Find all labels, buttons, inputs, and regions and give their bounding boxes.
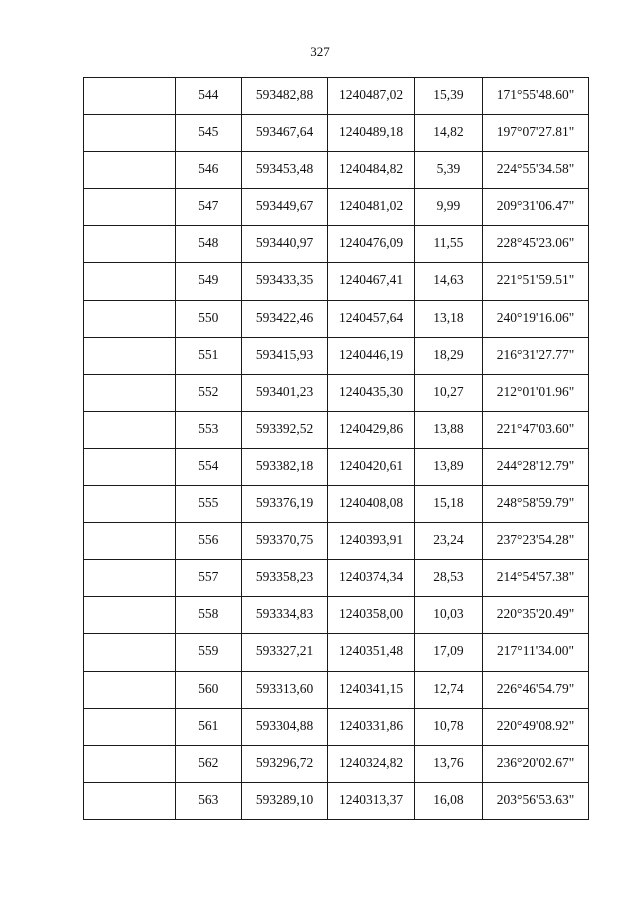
y-coordinate-cell: 1240313,37 [328,782,415,819]
bearing-angle-cell: 228°45'23.06" [483,226,589,263]
x-coordinate-cell: 593440,97 [241,226,328,263]
table-row [84,374,589,411]
point-number-cell: 554 [175,448,241,485]
row-label-cell [84,300,176,337]
point-number-cell: 550 [175,300,241,337]
row-label-cell [84,152,176,189]
row-label-cell [84,523,176,560]
point-number-cell: 557 [175,560,241,597]
segment-length-cell: 12,74 [414,671,482,708]
row-label-cell [84,189,176,226]
y-coordinate-cell: 1240476,09 [328,226,415,263]
table-row [84,263,589,300]
table-row [84,782,589,819]
y-coordinate-cell: 1240393,91 [328,523,415,560]
x-coordinate-cell: 593382,18 [241,448,328,485]
segment-length-cell: 5,39 [414,152,482,189]
page-number: 327 [310,44,330,59]
segment-length-cell: 11,55 [414,226,482,263]
table-row [84,152,589,189]
table-row [84,523,589,560]
bearing-angle-cell: 209°31'06.47" [483,189,589,226]
segment-length-cell: 10,78 [414,708,482,745]
bearing-angle-cell: 248°58'59.79" [483,486,589,523]
row-label-cell [84,411,176,448]
point-number-cell: 548 [175,226,241,263]
x-coordinate-cell: 593327,21 [241,634,328,671]
point-number-cell: 558 [175,597,241,634]
table-row [84,708,589,745]
row-label-cell [84,448,176,485]
y-coordinate-cell: 1240457,64 [328,300,415,337]
segment-length-cell: 18,29 [414,337,482,374]
bearing-angle-cell: 220°35'20.49" [483,597,589,634]
point-number-cell: 562 [175,745,241,782]
row-label-cell [84,115,176,152]
row-label-cell [84,597,176,634]
segment-length-cell: 10,03 [414,597,482,634]
segment-length-cell: 13,89 [414,448,482,485]
bearing-angle-cell: 221°47'03.60" [483,411,589,448]
bearing-angle-cell: 244°28'12.79" [483,448,589,485]
y-coordinate-cell: 1240484,82 [328,152,415,189]
bearing-angle-cell: 224°55'34.58" [483,152,589,189]
table-row [84,115,589,152]
coordinates-table [83,77,589,820]
segment-length-cell: 23,24 [414,523,482,560]
row-label-cell [84,337,176,374]
segment-length-cell: 15,18 [414,486,482,523]
x-coordinate-cell: 593422,46 [241,300,328,337]
x-coordinate-cell: 593453,48 [241,152,328,189]
point-number-cell: 545 [175,115,241,152]
y-coordinate-cell: 1240481,02 [328,189,415,226]
bearing-angle-cell: 226°46'54.79" [483,671,589,708]
segment-length-cell: 14,63 [414,263,482,300]
bearing-angle-cell: 217°11'34.00" [483,634,589,671]
row-label-cell [84,782,176,819]
segment-length-cell: 14,82 [414,115,482,152]
y-coordinate-cell: 1240331,86 [328,708,415,745]
coordinates-table-body [84,78,589,820]
bearing-angle-cell: 221°51'59.51" [483,263,589,300]
table-row [84,634,589,671]
x-coordinate-cell: 593467,64 [241,115,328,152]
table-row [84,486,589,523]
y-coordinate-cell: 1240446,19 [328,337,415,374]
table-row [84,78,589,115]
y-coordinate-cell: 1240408,08 [328,486,415,523]
x-coordinate-cell: 593401,23 [241,374,328,411]
point-number-cell: 549 [175,263,241,300]
bearing-angle-cell: 214°54'57.38" [483,560,589,597]
point-number-cell: 560 [175,671,241,708]
row-label-cell [84,374,176,411]
bearing-angle-cell: 240°19'16.06" [483,300,589,337]
bearing-angle-cell: 171°55'48.60" [483,78,589,115]
y-coordinate-cell: 1240420,61 [328,448,415,485]
y-coordinate-cell: 1240467,41 [328,263,415,300]
row-label-cell [84,486,176,523]
y-coordinate-cell: 1240429,86 [328,411,415,448]
bearing-angle-cell: 212°01'01.96" [483,374,589,411]
x-coordinate-cell: 593449,67 [241,189,328,226]
row-label-cell [84,671,176,708]
row-label-cell [84,745,176,782]
y-coordinate-cell: 1240489,18 [328,115,415,152]
x-coordinate-cell: 593296,72 [241,745,328,782]
y-coordinate-cell: 1240324,82 [328,745,415,782]
point-number-cell: 544 [175,78,241,115]
x-coordinate-cell: 593433,35 [241,263,328,300]
table-row [84,189,589,226]
point-number-cell: 551 [175,337,241,374]
x-coordinate-cell: 593392,52 [241,411,328,448]
point-number-cell: 552 [175,374,241,411]
table-row [84,745,589,782]
segment-length-cell: 13,76 [414,745,482,782]
point-number-cell: 555 [175,486,241,523]
bearing-angle-cell: 203°56'53.63" [483,782,589,819]
row-label-cell [84,634,176,671]
bearing-angle-cell: 216°31'27.77" [483,337,589,374]
segment-length-cell: 17,09 [414,634,482,671]
y-coordinate-cell: 1240435,30 [328,374,415,411]
row-label-cell [84,226,176,263]
point-number-cell: 559 [175,634,241,671]
segment-length-cell: 10,27 [414,374,482,411]
segment-length-cell: 13,88 [414,411,482,448]
y-coordinate-cell: 1240351,48 [328,634,415,671]
point-number-cell: 553 [175,411,241,448]
y-coordinate-cell: 1240341,15 [328,671,415,708]
table-row [84,300,589,337]
point-number-cell: 561 [175,708,241,745]
table-row [84,411,589,448]
x-coordinate-cell: 593313,60 [241,671,328,708]
table-row [84,226,589,263]
bearing-angle-cell: 197°07'27.81" [483,115,589,152]
segment-length-cell: 15,39 [414,78,482,115]
bearing-angle-cell: 220°49'08.92" [483,708,589,745]
y-coordinate-cell: 1240358,00 [328,597,415,634]
table-row [84,337,589,374]
point-number-cell: 556 [175,523,241,560]
x-coordinate-cell: 593370,75 [241,523,328,560]
table-row [84,597,589,634]
x-coordinate-cell: 593482,88 [241,78,328,115]
point-number-cell: 547 [175,189,241,226]
point-number-cell: 563 [175,782,241,819]
segment-length-cell: 13,18 [414,300,482,337]
table-row [84,448,589,485]
segment-length-cell: 28,53 [414,560,482,597]
bearing-angle-cell: 237°23'54.28" [483,523,589,560]
row-label-cell [84,263,176,300]
segment-length-cell: 9,99 [414,189,482,226]
table-row [84,671,589,708]
y-coordinate-cell: 1240374,34 [328,560,415,597]
x-coordinate-cell: 593334,83 [241,597,328,634]
x-coordinate-cell: 593304,88 [241,708,328,745]
x-coordinate-cell: 593376,19 [241,486,328,523]
x-coordinate-cell: 593289,10 [241,782,328,819]
y-coordinate-cell: 1240487,02 [328,78,415,115]
table-row [84,560,589,597]
point-number-cell: 546 [175,152,241,189]
row-label-cell [84,78,176,115]
bearing-angle-cell: 236°20'02.67" [483,745,589,782]
row-label-cell [84,560,176,597]
x-coordinate-cell: 593358,23 [241,560,328,597]
segment-length-cell: 16,08 [414,782,482,819]
row-label-cell [84,708,176,745]
x-coordinate-cell: 593415,93 [241,337,328,374]
